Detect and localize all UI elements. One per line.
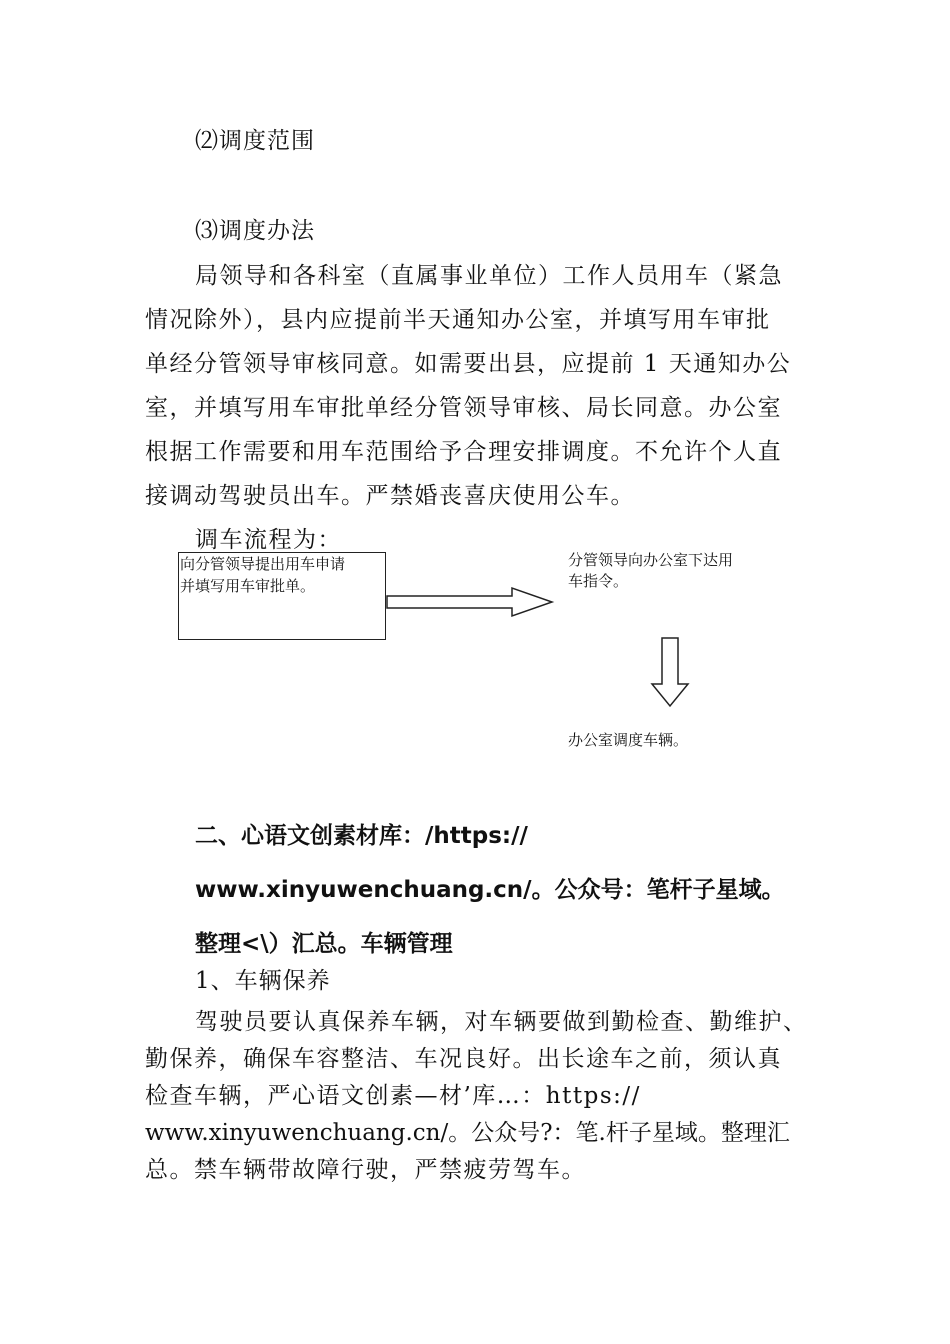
flow-step-3: 办公室调度车辆。 [568, 731, 689, 749]
paragraph-line: 驾驶员要认真保养车辆，对车辆要做到勤检查、勤维护、 [195, 1009, 808, 1035]
right-arrow-icon [387, 588, 552, 616]
paragraph-line: www.xinyuwenchuang.cn/。公众号?：笔.杆子星域。整理汇 [145, 1120, 790, 1146]
flow-step-2-line: 车指令。 [568, 572, 629, 590]
paragraph-line: 根据工作需要和用车范围给予合理安排调度。不允许个人直 [145, 439, 782, 465]
flow-title: 调车流程为： [195, 527, 342, 553]
flow-step-1-line: 向分管领导提出用车申请 [180, 555, 346, 573]
flow-step-1-line: 并填写用车审批单。 [180, 577, 316, 595]
heading-line: www.xinyuwenchuang.cn/。公众号：笔杆子星域。 [195, 877, 785, 903]
subheading-maintenance: 1、车辆保养 [195, 968, 331, 994]
flow-step-2 [568, 550, 733, 592]
section-item-2: ⑵调度范围 [195, 128, 315, 154]
paragraph-line: 检查车辆，严心语文创素—材’库…：https:// [145, 1083, 641, 1109]
paragraph-line: 单经分管领导审核同意。如需要出县，应提前 1 天通知办公 [145, 351, 792, 377]
paragraph-line: 情况除外），县内应提前半天通知办公室，并填写用车审批 [145, 307, 771, 333]
heading-line: 整理<\）汇总。车辆管理 [195, 931, 453, 957]
section-item-3: ⑶调度办法 [195, 218, 315, 244]
heading-line: 二、心语文创素材库：/https:// [195, 823, 528, 849]
paragraph-line: 局领导和各科室（直属事业单位）工作人员用车（紧急 [195, 263, 783, 289]
down-arrow-icon [652, 638, 688, 706]
flow-step-2-line: 分管领导向办公室下达用 [568, 551, 734, 569]
paragraph-line: 接调动驾驶员出车。严禁婚丧喜庆使用公车。 [145, 483, 635, 509]
paragraph-line: 勤保养，确保车容整洁、车况良好。出长途车之前，须认真 [145, 1046, 782, 1072]
paragraph-line: 总。禁车辆带故障行驶，严禁疲劳驾车。 [145, 1157, 586, 1183]
paragraph-line: 室，并填写用车审批单经分管领导审核、局长同意。办公室 [145, 395, 782, 421]
